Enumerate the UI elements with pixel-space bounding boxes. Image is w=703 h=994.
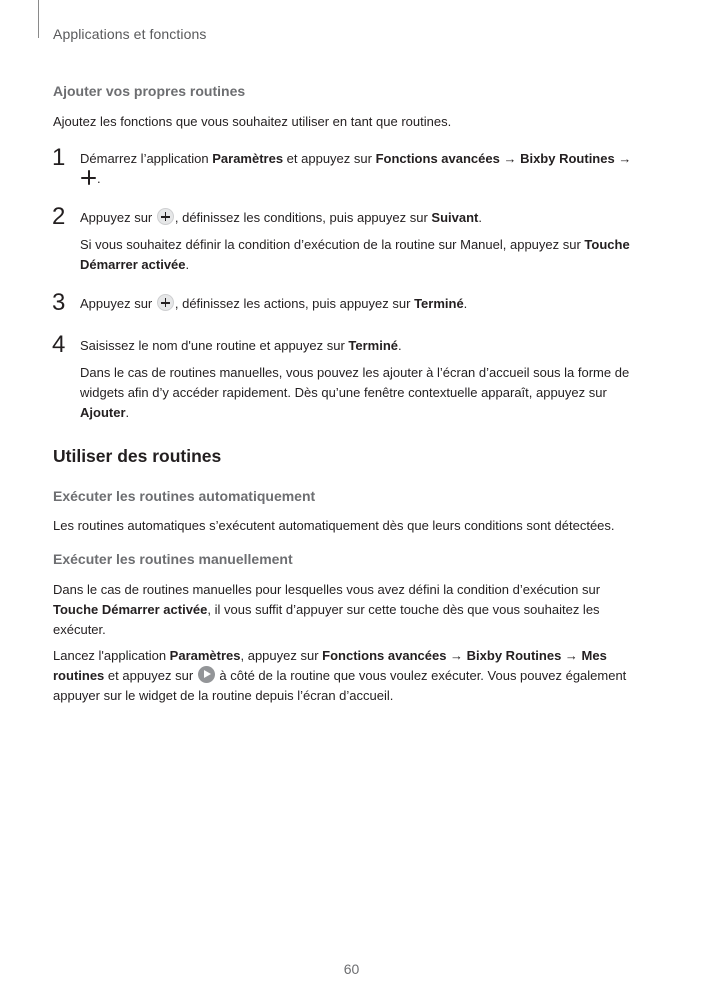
manual-routines-paragraph-1: Dans le cas de routines manuelles pour lesquelles vous avez défini la condition d’exécution sur Touche Démarrer activée, il vous suffit d’appuyer sur cette touche dès que vous souhaitez les exécuter.	[53, 582, 601, 637]
step-3-number: 3	[52, 289, 66, 316]
manual-routines-heading: Exécuter les routines manuellement	[53, 551, 293, 567]
step-2-number: 2	[52, 203, 66, 230]
add-routines-heading: Ajouter vos propres routines	[53, 83, 246, 99]
play-circle-icon	[198, 666, 215, 683]
manual-routines-paragraph-2: Lancez l'application Paramètres, appuyez sur Fonctions avancées → Bixby Routines → Mes routines et appuyez sur à côté de la routine que vous voulez exécuter. Vous pouvez également appuyer sur le widget de la routine depuis l’écran d’accueil.	[53, 648, 627, 703]
add-routines-intro: Ajoutez les fonctions que vous souhaitez utiliser en tant que routines.	[53, 114, 452, 129]
add-circle-icon	[157, 208, 174, 225]
auto-routines-text: Les routines automatiques s’exécutent automatiquement dès que leurs conditions sont détectées.	[53, 518, 615, 533]
add-circle-icon	[157, 294, 174, 311]
step-4-note: Dans le cas de routines manuelles, vous pouvez les ajouter à l’écran d’accueil sous la forme de widgets afin d’y accéder rapidement. Dès qu’une fenêtre contextuelle apparaît, appuyez sur Ajouter.	[80, 365, 630, 420]
page-number: 60	[343, 961, 360, 977]
step-4-text: Saisissez le nom d'une routine et appuyez sur Terminé.	[80, 338, 402, 353]
header-divider	[38, 0, 39, 38]
step-4-number: 4	[52, 331, 66, 358]
page-header-title: Applications et fonctions	[53, 26, 207, 42]
step-1-text: Démarrez l’application Paramètres et appuyez sur Fonctions avancées → Bixby Routines → .	[80, 151, 632, 186]
step-2-text: Appuyez sur , définissez les conditions, puis appuyez sur Suivant.	[80, 210, 482, 225]
step-1-number: 1	[52, 144, 66, 171]
plus-icon	[80, 169, 97, 186]
use-routines-title: Utiliser des routines	[53, 446, 222, 466]
step-3-text: Appuyez sur , définissez les actions, puis appuyez sur Terminé.	[80, 296, 468, 311]
auto-routines-heading: Exécuter les routines automatiquement	[53, 488, 316, 504]
step-2-note: Si vous souhaitez définir la condition d’exécution de la routine sur Manuel, appuyez sur Touche Démarrer activée.	[80, 237, 630, 272]
